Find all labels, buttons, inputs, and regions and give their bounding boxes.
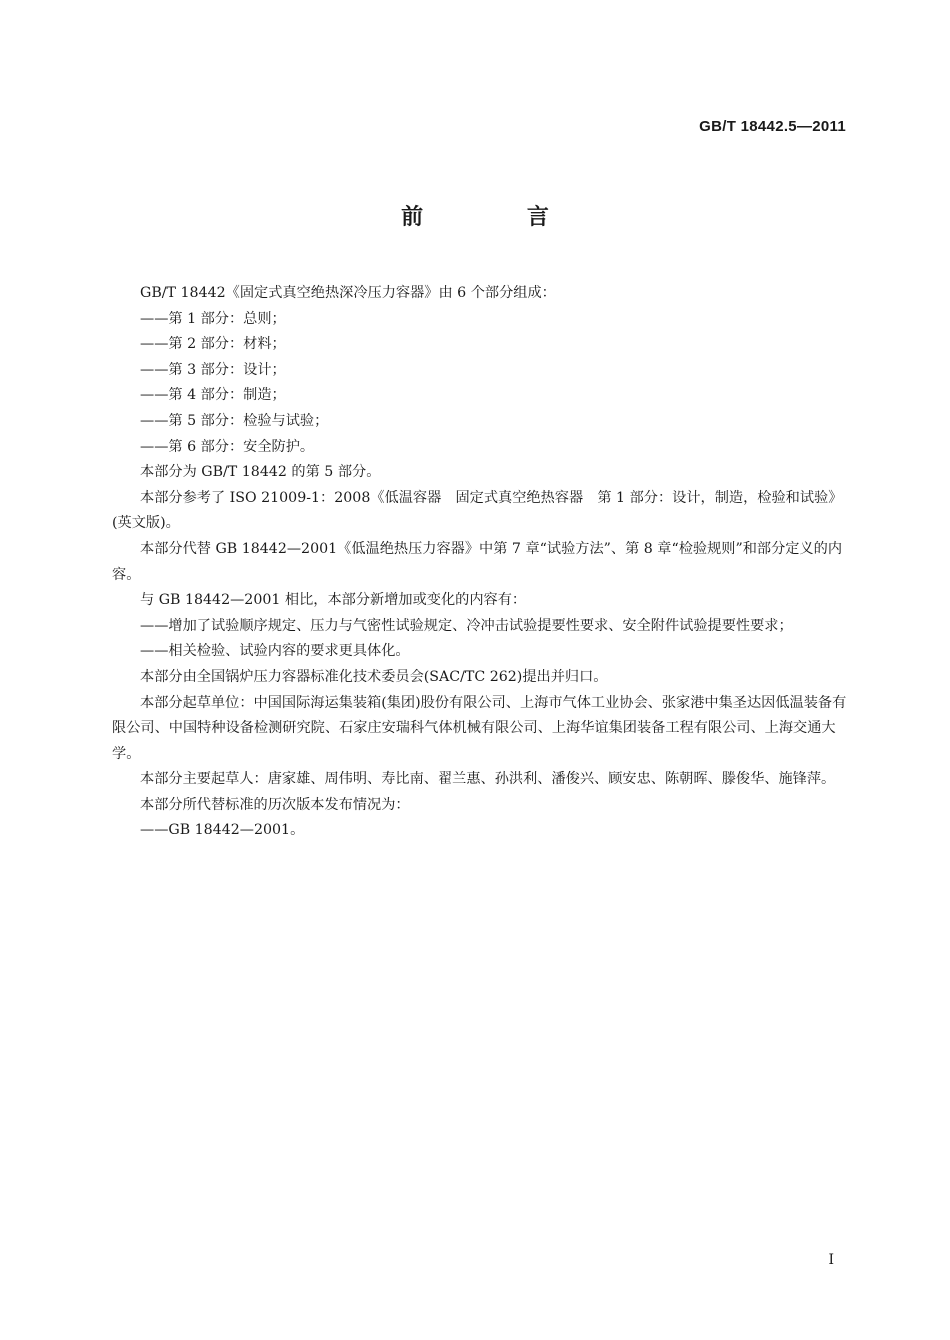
change-item: ——相关检验、试验内容的要求更具体化。 [140, 643, 410, 660]
paragraph-drafters: 本部分主要起草人：唐家雄、周伟明、寿比南、翟兰惠、孙洪利、潘俊兴、顾安忠、陈朝晖、滕俊华、施锋萍。 [140, 771, 836, 788]
document-body [112, 281, 852, 844]
paragraph-drafting-units: 本部分起草单位：中国国际海运集装箱(集团)股份有限公司、上海市气体工业协会、张家港中集圣达因低温装备有限公司、中国特种设备检测研究院、石家庄安瑞科气体机械有限公司、上海华谊集团装备工程有限公司、上海交通大学。 [112, 694, 847, 762]
part-item: ——第 4 部分：制造； [140, 387, 286, 404]
paragraph-history-intro: 本部分所代替标准的历次版本发布情况为： [140, 796, 410, 813]
page-number: I [828, 1252, 834, 1268]
part-item: ——第 3 部分：设计； [140, 361, 286, 378]
paragraph-part-number: 本部分为 GB/T 18442 的第 5 部分。 [140, 464, 381, 481]
paragraph-intro: GB/T 18442《固定式真空绝热深冷压力容器》由 6 个部分组成： [140, 285, 556, 301]
paragraph-changes-intro: 与 GB 18442—2001 相比，本部分新增加或变化的内容有： [140, 592, 527, 609]
history-item: ——GB 18442—2001。 [140, 822, 305, 839]
paragraph-replaces: 本部分代替 GB 18442—2001《低温绝热压力容器》中第 7 章“试验方法”、第 8 章“检验规则”和部分定义的内容。 [112, 540, 843, 583]
standard-code: GB/T 18442.5—2011 [699, 118, 846, 135]
part-item: ——第 1 部分：总则； [140, 310, 286, 327]
part-item: ——第 2 部分：材料； [140, 336, 286, 353]
change-item: ——增加了试验顺序规定、压力与气密性试验规定、冷冲击试验提要性要求、安全附件试验提要性要求； [140, 617, 793, 634]
part-item: ——第 5 部分：检验与试验； [140, 412, 329, 429]
paragraph-proposer: 本部分由全国锅炉压力容器标准化技术委员会(SAC/TC 262)提出并归口。 [140, 668, 608, 685]
paragraph-reference: 本部分参考了 ISO 21009-1：2008《低温容器 固定式真空绝热容器 第 1 部分：设计，制造，检验和试验》(英文版)。 [112, 489, 843, 532]
part-item: ——第 6 部分：安全防护。 [140, 438, 315, 455]
page-title: 前 言 [401, 205, 597, 230]
